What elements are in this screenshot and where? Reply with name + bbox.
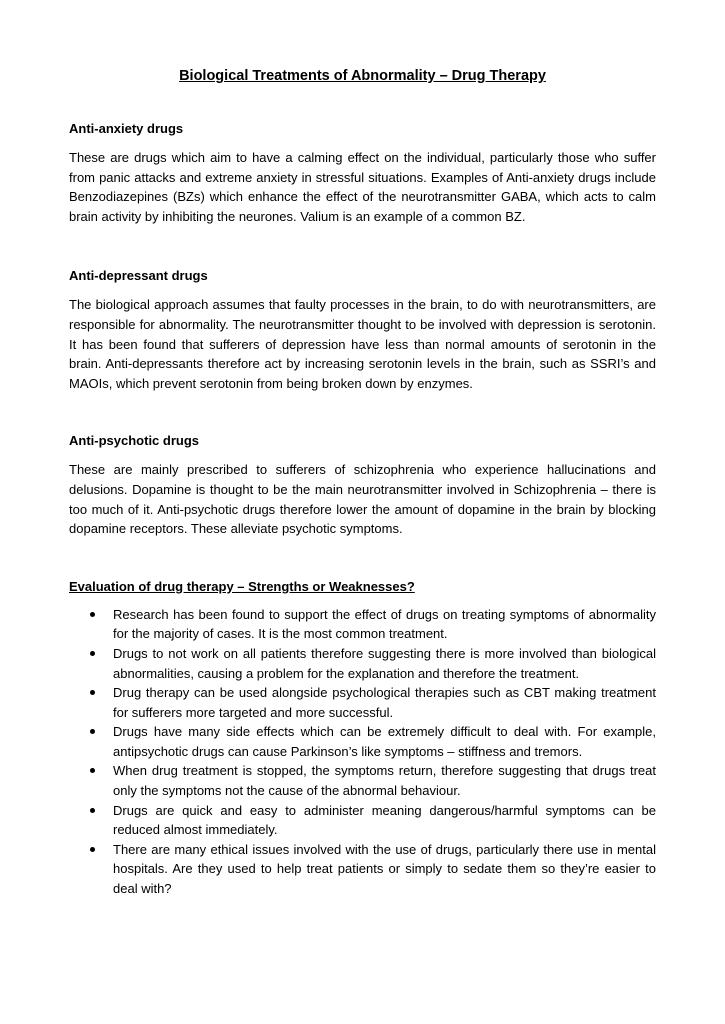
evaluation-section [69, 577, 656, 899]
bullet-item [69, 683, 656, 722]
bullet-icon [90, 729, 95, 734]
bullet-icon [90, 847, 95, 852]
bullet-icon [90, 612, 95, 617]
evaluation-bullet-list [69, 605, 656, 899]
bullet-item [69, 644, 656, 683]
section-heading: Anti-psychotic drugs [69, 433, 200, 449]
bullet-text: Drug therapy can be used alongside psychological therapies such as CBT making treatment for sufferers more targeted and more successful. [113, 685, 656, 720]
section-paragraph: These are drugs which aim to have a calming effect on the individual, particularly those who suffer from panic attacks and extreme anxiety in stressful situations. Examples of Anti-anxiety drugs include Benzodiazepines (BZs) which enhance the effect of the neurotransmitter GABA, which acts to calm brain activity by inhibiting the neurones. Valium is an example of a common BZ. [69, 150, 656, 224]
document-page [69, 66, 656, 899]
bullet-icon [90, 808, 95, 813]
section-heading: Anti-depressant drugs [69, 268, 208, 284]
evaluation-heading: Evaluation of drug therapy – Strengths or Weaknesses? [69, 578, 415, 594]
section-heading: Anti-anxiety drugs [69, 121, 184, 136]
section-paragraph: These are mainly prescribed to sufferers of schizophrenia who experience hallucinations and delusions. Dopamine is thought to be the main neurotransmitter involved in Schizophrenia – there is too much of it. Anti-psychotic drugs therefore lower the amount of dopamine in the brain by blocking dopamine receptors. These alleviate psychotic symptoms. [69, 462, 656, 537]
bullet-item [69, 761, 656, 800]
bullet-item [69, 722, 656, 761]
bullet-item [69, 801, 656, 840]
bullet-icon [90, 768, 95, 773]
section-anti-anxiety [69, 119, 656, 226]
bullet-text: Drugs to not work on all patients therefore suggesting there is more involved than biological abnormalities, causing a problem for the explanation and therefore the treatment. [113, 645, 656, 681]
section-paragraph: The biological approach assumes that faulty processes in the brain, to do with neurotransmitters, are responsible for abnormality. The neurotransmitter thought to be involved with depression is serotonin. It has been found that sufferers of depression have less than normal amounts of serotonin in the brain. Anti-depressants therefore act by increasing serotonin levels in the brain, such as SSRI’s and MAOIs, which prevent serotonin from being broken down by enzymes. [69, 297, 656, 391]
bullet-item [69, 840, 656, 899]
bullet-icon [90, 690, 95, 695]
bullet-text: There are many ethical issues involved with the use of drugs, particularly there use in mental hospitals. Are they used to help treat patients or simply to sedate them so they’re easier to deal with? [113, 841, 656, 897]
bullet-item [69, 605, 656, 644]
document-title: Biological Treatments of Abnormality – Drug Therapy [179, 68, 546, 84]
bullet-text: Drugs are quick and easy to administer meaning dangerous/harmful symptoms can be reduced almost immediately. [113, 802, 656, 838]
section-anti-depressant [69, 266, 656, 393]
section-anti-psychotic [69, 431, 656, 538]
bullet-text: Research has been found to support the effect of drugs on treating symptoms of abnormality for the majority of cases. It is the most common treatment. [113, 606, 656, 642]
bullet-text: When drug treatment is stopped, the symptoms return, therefore suggesting that drugs treat only the symptoms not the cause of the abnormal behaviour. [113, 763, 656, 799]
bullet-text: Drugs have many side effects which can be extremely difficult to deal with. For example, antipsychotic drugs can cause Parkinson’s like symptoms – stiffness and tremors. [113, 724, 656, 759]
bullet-icon [90, 651, 95, 656]
